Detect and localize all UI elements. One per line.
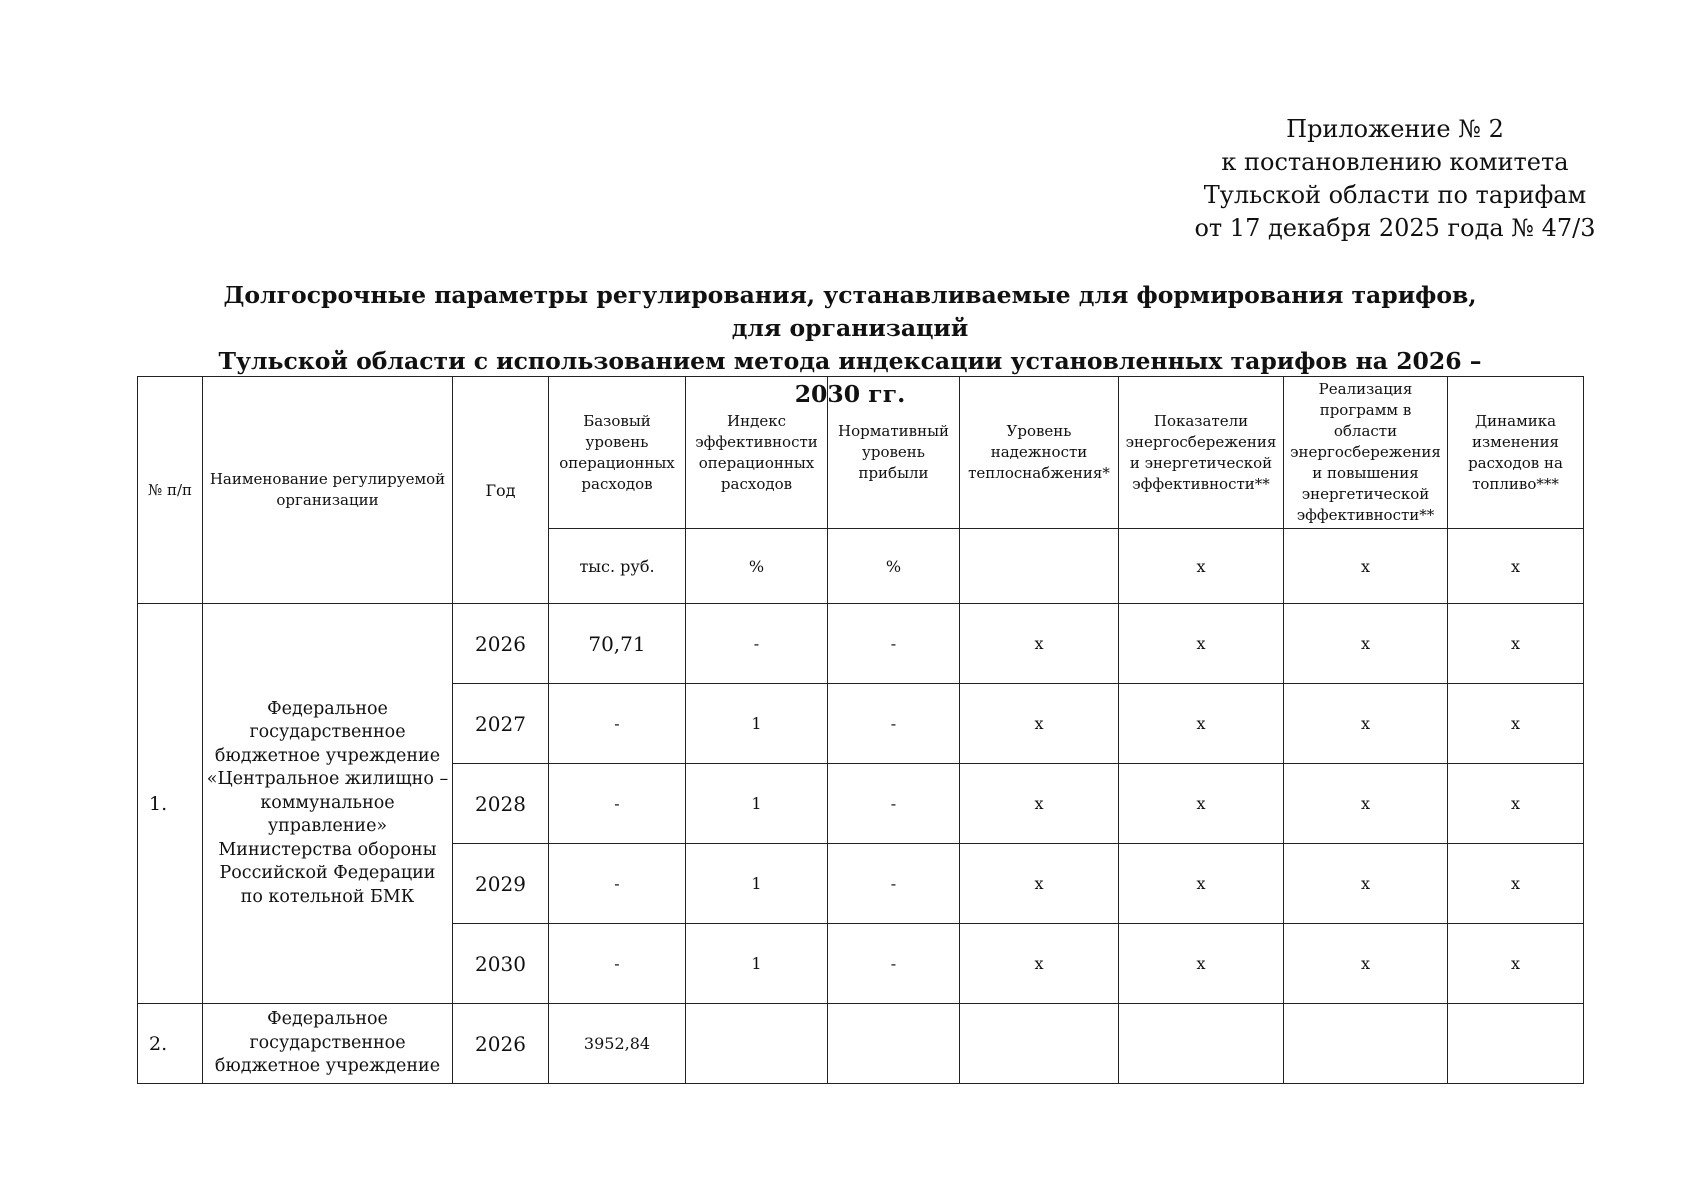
unit-fuel-dynamics: х bbox=[1448, 529, 1584, 604]
row-energy-indicators: х bbox=[1119, 764, 1284, 844]
header-num: № п/п bbox=[138, 377, 203, 604]
header-year: Год bbox=[453, 377, 549, 604]
row-year: 2027 bbox=[453, 684, 549, 764]
row-reliability: х bbox=[960, 604, 1119, 684]
title-line-2: Тульской области с использованием метода индексации установленных тарифов на 2026 – 2030 гг. bbox=[218, 347, 1482, 408]
row-base-opex: - bbox=[549, 764, 686, 844]
org2-num: 2. bbox=[138, 1004, 203, 1084]
row-fuel-dynamics: х bbox=[1448, 604, 1584, 684]
unit-reliability bbox=[960, 529, 1119, 604]
row-energy-programs: х bbox=[1284, 764, 1448, 844]
row-fuel-dynamics: х bbox=[1448, 764, 1584, 844]
row-fuel-dynamics: х bbox=[1448, 924, 1584, 1004]
row-fuel-dynamics: х bbox=[1448, 684, 1584, 764]
row-profit-level: - bbox=[828, 764, 960, 844]
header-org: Наименование регулируемой организации bbox=[203, 377, 453, 604]
row-year: 2028 bbox=[453, 764, 549, 844]
table-row bbox=[138, 604, 1584, 684]
appendix-block bbox=[1150, 113, 1640, 245]
row-base-opex: - bbox=[549, 924, 686, 1004]
row-energy-programs: х bbox=[1284, 924, 1448, 1004]
header-base-opex: Базовый уровень операционных расходов bbox=[549, 377, 686, 529]
appendix-line-4: от 17 декабря 2025 года № 47/3 bbox=[1194, 214, 1596, 242]
row-reliability: х bbox=[960, 764, 1119, 844]
org1-num: 1. bbox=[138, 604, 203, 1004]
header-energy-indicators: Показатели энергосбережения и энергетической эффективности** bbox=[1119, 377, 1284, 529]
org2-name: Федеральное государственное бюджетное учреждение bbox=[203, 1004, 453, 1084]
org1-name: Федеральное государственное бюджетное учреждение «Центральное жилищно – коммунальное управление» Министерства обороны Российской Федерации по котельной БМК bbox=[203, 604, 453, 1004]
row-reliability: х bbox=[960, 924, 1119, 1004]
row-energy-programs: х bbox=[1284, 604, 1448, 684]
row-profit-level: - bbox=[828, 844, 960, 924]
row-efficiency-index: - bbox=[686, 604, 828, 684]
row-energy-indicators: х bbox=[1119, 684, 1284, 764]
unit-base-opex: тыс. руб. bbox=[549, 529, 686, 604]
row-base-opex: 3952,84 bbox=[549, 1004, 686, 1084]
row-profit-level bbox=[828, 1004, 960, 1084]
row-reliability: х bbox=[960, 844, 1119, 924]
row-energy-indicators: х bbox=[1119, 844, 1284, 924]
row-year: 2026 bbox=[453, 604, 549, 684]
row-year: 2030 bbox=[453, 924, 549, 1004]
row-reliability: х bbox=[960, 684, 1119, 764]
row-energy-programs: х bbox=[1284, 684, 1448, 764]
row-profit-level: - bbox=[828, 684, 960, 764]
row-profit-level: - bbox=[828, 604, 960, 684]
header-energy-programs: Реализация программ в области энергосбережения и повышения энергетической эффективности** bbox=[1284, 377, 1448, 529]
row-energy-programs bbox=[1284, 1004, 1448, 1084]
row-fuel-dynamics bbox=[1448, 1004, 1584, 1084]
header-fuel-dynamics: Динамика изменения расходов на топливо*** bbox=[1448, 377, 1584, 529]
unit-efficiency-index: % bbox=[686, 529, 828, 604]
unit-profit-level: % bbox=[828, 529, 960, 604]
unit-energy-programs: х bbox=[1284, 529, 1448, 604]
row-efficiency-index: 1 bbox=[686, 924, 828, 1004]
row-base-opex: 70,71 bbox=[549, 604, 686, 684]
row-efficiency-index bbox=[686, 1004, 828, 1084]
row-efficiency-index: 1 bbox=[686, 844, 828, 924]
parameters-table bbox=[137, 376, 1584, 1084]
header-row bbox=[138, 377, 1584, 529]
row-energy-programs: х bbox=[1284, 844, 1448, 924]
row-base-opex: - bbox=[549, 684, 686, 764]
row-year: 2029 bbox=[453, 844, 549, 924]
row-efficiency-index: 1 bbox=[686, 684, 828, 764]
row-energy-indicators: х bbox=[1119, 924, 1284, 1004]
title-line-1: Долгосрочные параметры регулирования, устанавливаемые для формирования тарифов, для организаций bbox=[223, 281, 1477, 342]
appendix-line-2: к постановлению комитета bbox=[1221, 148, 1569, 176]
row-base-opex: - bbox=[549, 844, 686, 924]
row-year: 2026 bbox=[453, 1004, 549, 1084]
unit-energy-indicators: х bbox=[1119, 529, 1284, 604]
row-reliability bbox=[960, 1004, 1119, 1084]
appendix-line-1: Приложение № 2 bbox=[1286, 115, 1504, 143]
row-profit-level: - bbox=[828, 924, 960, 1004]
row-energy-indicators: х bbox=[1119, 604, 1284, 684]
row-fuel-dynamics: х bbox=[1448, 844, 1584, 924]
row-efficiency-index: 1 bbox=[686, 764, 828, 844]
appendix-line-3: Тульской области по тарифам bbox=[1203, 181, 1587, 209]
header-reliability: Уровень надежности теплоснабжения* bbox=[960, 377, 1119, 529]
table-row bbox=[138, 1004, 1584, 1084]
row-energy-indicators bbox=[1119, 1004, 1284, 1084]
header-profit-level: Нормативный уровень прибыли bbox=[828, 377, 960, 529]
header-efficiency-index: Индекс эффективности операционных расходов bbox=[686, 377, 828, 529]
